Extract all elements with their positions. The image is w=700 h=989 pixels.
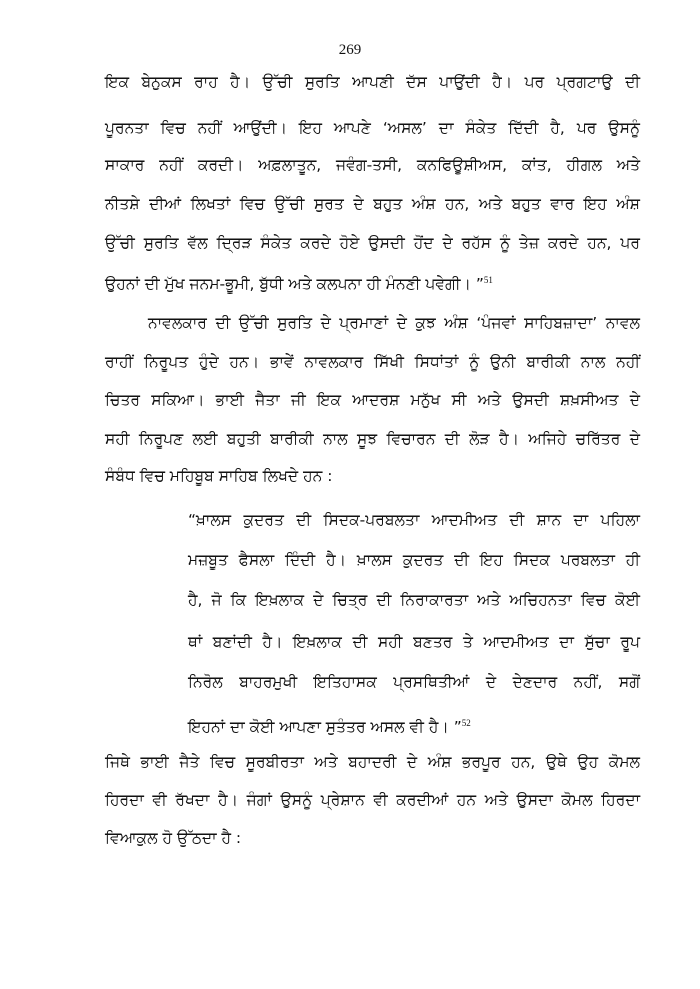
quote-line bbox=[188, 713, 471, 737]
text-line: ਨਾਵਲਕਾਰ ਦੀ ਉੱਚੀ ਸੁਰਤਿ ਦੇ ਪ੍ਰਮਾਣਾਂ ਦੇ ਕੁਝ ਅੰਸ਼ ‘ਪੰਜਵਾਂ ਸਾਹਿਬਜ਼ਾਦਾ’ ਨਾਵਲ bbox=[148, 314, 640, 332]
page-number: 269 bbox=[338, 42, 362, 58]
footnote-ref: 51 bbox=[483, 275, 493, 285]
text-line: ਸੰਬੰਧ ਵਿਚ ਮਹਿਬੂਬ ਸਾਹਿਬ ਲਿਖਦੇ ਹਨ : bbox=[105, 467, 333, 485]
text-line: ਰਾਹੀਂ ਨਿਰੂਪਤ ਹੁੰਦੇ ਹਨ। ਭਾਵੇਂ ਨਾਵਲਕਾਰ ਸਿੱਖੀ ਸਿਧਾਂਤਾਂ ਨੂੰ ਉਨੀ ਬਾਰੀਕੀ ਨਾਲ ਨਹੀਂ bbox=[105, 353, 640, 371]
text-line bbox=[105, 270, 493, 294]
quote-line: ਥਾਂ ਬਣਾਂਦੀ ਹੈ। ਇਖ਼ਲਾਕ ਦੀ ਸਹੀ ਬਣਤਰ ਤੇ ਆਦਮੀਅਤ ਦਾ ਸੁੱਚਾ ਰੂਪ bbox=[188, 633, 640, 651]
text-line: ਹਿਰਦਾ ਵੀ ਰੱਖਦਾ ਹੈ। ਜੰਗਾਂ ਉਸਨੂੰ ਪ੍ਰੇਸ਼ਾਨ ਵੀ ਕਰਦੀਆਂ ਹਨ ਅਤੇ ਉਸਦਾ ਕੋਮਲ ਹਿਰਦਾ bbox=[105, 791, 640, 809]
text-line: ਇਕ ਬੇਨੁਕਸ ਰਾਹ ਹੈ। ਉੱਚੀ ਸੁਰਤਿ ਆਪਣੀ ਦੱਸ ਪਾਉਂਦੀ ਹੈ। ਪਰ ਪ੍ਰਗਟਾਉ ਦੀ bbox=[105, 73, 640, 91]
text: ਉਹਨਾਂ ਦੀ ਮੁੱਖ ਜਨਮ-ਭੂਮੀ, ਬੁੱਧੀ ਅਤੇ ਕਲਪਨਾ ਹੀ ਮੰਨਣੀ ਪਵੇਗੀ। ” bbox=[105, 275, 484, 293]
text-line: ਵਿਆਕੁਲ ਹੋ ਉੱਠਦਾ ਹੈ : bbox=[105, 829, 242, 847]
text: ਇਹਨਾਂ ਦਾ ਕੋਈ ਆਪਣਾ ਸੁਤੰਤਰ ਅਸਲ ਵੀ ਹੈ। ” bbox=[188, 718, 462, 736]
quote-line: ਹੈ, ਜੋ ਕਿ ਇਖ਼ਲਾਕ ਦੇ ਚਿਤ੍ਰ ਦੀ ਨਿਰਾਕਾਰਤਾ ਅਤੇ ਅਚਿਹਨਤਾ ਵਿਚ ਕੋਈ bbox=[188, 591, 640, 609]
text-line: ਜਿਥੇ ਭਾਈ ਜੈਤੇ ਵਿਚ ਸੂਰਬੀਰਤਾ ਅਤੇ ਬਹਾਦਰੀ ਦੇ ਅੰਸ਼ ਭਰਪੂਰ ਹਨ, ਉਥੇ ਉਹ ਕੋਮਲ bbox=[105, 753, 640, 771]
text-line: ਪੂਰਨਤਾ ਵਿਚ ਨਹੀਂ ਆਉਂਦੀ। ਇਹ ਆਪਣੇ ‘ਅਸਲ’ ਦਾ ਸੰਕੇਤ ਦਿੱਦੀ ਹੈ, ਪਰ ਉਸਨੂੰ bbox=[105, 119, 640, 137]
text-line: ਸਹੀ ਨਿਰੂਪਣ ਲਈ ਬਹੁਤੀ ਬਾਰੀਕੀ ਨਾਲ ਸੂਝ ਵਿਚਾਰਨ ਦੀ ਲੋੜ ਹੈ। ਅਜਿਹੇ ਚਰਿੱਤਰ ਦੇ bbox=[105, 430, 640, 448]
footnote-ref: 52 bbox=[461, 718, 471, 728]
quote-line: ਮਜ਼ਬੂਤ ਫੈਸਲਾ ਦਿੰਦੀ ਹੈ। ਖ਼ਾਲਸ ਕੁਦਰਤ ਦੀ ਇਹ ਸਿਦਕ ਪਰਬਲਤਾ ਹੀ bbox=[188, 551, 640, 569]
text-line: ਸਾਕਾਰ ਨਹੀਂ ਕਰਦੀ। ਅਫ਼ਲਾਤੂਨ, ਜਵੰਗ-ਤਸੀ, ਕਨਫਿਊਸ਼ੀਅਸ, ਕਾਂਤ, ਹੀਗਲ ਅਤੇ bbox=[105, 156, 640, 174]
text-line: ਨੀਤਸ਼ੇ ਦੀਆਂ ਲਿਖਤਾਂ ਵਿਚ ਉੱਚੀ ਸੁਰਤ ਦੇ ਬਹੁਤ ਅੰਸ਼ ਹਨ, ਅਤੇ ਬਹੁਤ ਵਾਰ ਇਹ ਅੰਸ਼ bbox=[105, 195, 640, 213]
quote-line: ਨਿਰੋਲ ਬਾਹਰਮੁਖੀ ਇਤਿਹਾਸਕ ਪ੍ਰਸਥਿਤੀਆਂ ਦੇ ਦੇਣਦਾਰ ਨਹੀਂ, ਸਗੋਂ bbox=[188, 673, 640, 691]
text-line: ਉੱਚੀ ਸੁਰਤਿ ਵੱਲ ਦ੍ਰਿੜ ਸੰਕੇਤ ਕਰਦੇ ਹੋਏ ਉਸਦੀ ਹੋਂਦ ਦੇ ਰਹੱਸ ਨੂੰ ਤੇਜ਼ ਕਰਦੇ ਹਨ, ਪਰ bbox=[105, 234, 640, 252]
quote-line: “ਖ਼ਾਲਸ ਕੁਦਰਤ ਦੀ ਸਿਦਕ-ਪਰਬਲਤਾ ਆਦਮੀਅਤ ਦੀ ਸ਼ਾਨ ਦਾ ਪਹਿਲਾ bbox=[188, 511, 640, 529]
text-line: ਚਿਤਰ ਸਕਿਆ। ਭਾਈ ਜੈਤਾ ਜੀ ਇਕ ਆਦਰਸ਼ ਮਨੁੱਖ ਸੀ ਅਤੇ ਉਸਦੀ ਸ਼ਖ਼ਸੀਅਤ ਦੇ bbox=[105, 391, 640, 409]
